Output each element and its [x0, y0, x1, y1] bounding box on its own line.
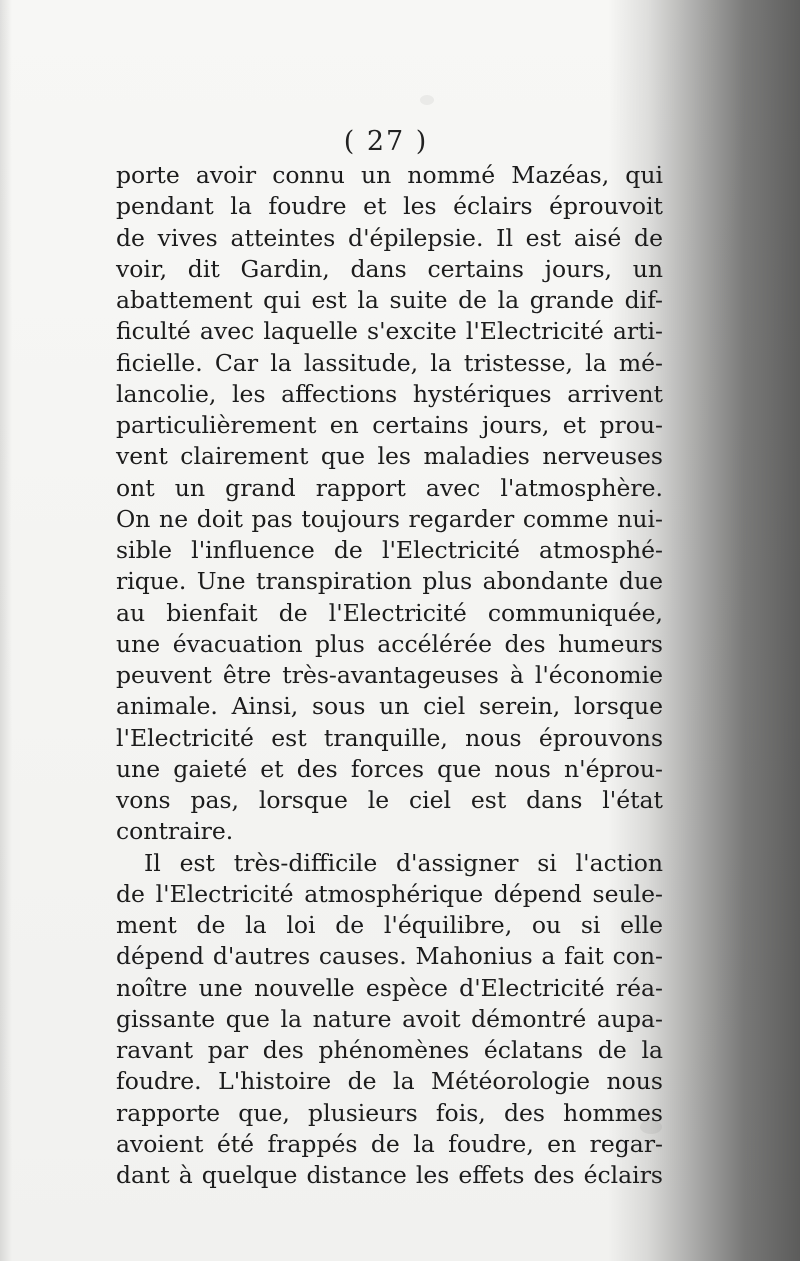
text-line: pendant la foudre et les éclairs éprouvoit: [116, 192, 663, 221]
text-line: contraire.: [116, 817, 234, 846]
text-line: de vives atteintes d'épilepsie. Il est aisé de: [116, 223, 663, 252]
text-line: l'Electricité est tranquille, nous éprouvons: [116, 723, 663, 752]
text-line: abattement qui est la suite de la grande dif-: [116, 286, 663, 314]
text-line: ont un grand rapport avec l'atmosphère.: [116, 473, 663, 502]
text-line: ficielle. Car la lassitude, la tristesse, la mé-: [116, 348, 663, 377]
text-line: rapporte que, plusieurs fois, des hommes: [116, 1098, 663, 1127]
text-line: animale. Ainsi, sous un ciel serein, lorsque: [116, 692, 663, 721]
text-line: ficulté avec laquelle s'excite l'Electricité arti-: [116, 317, 663, 346]
page-number: ( 27 ): [343, 126, 429, 157]
body-text: [116, 160, 663, 1191]
text-line: au bienfait de l'Electricité communiquée,: [116, 598, 663, 627]
text-line: Il est très-difficile d'assigner si l'action: [144, 848, 663, 877]
text-line: ment de la loi de l'équilibre, ou si elle: [116, 911, 663, 939]
text-line: On ne doit pas toujours regarder comme nui-: [116, 504, 663, 533]
text-line: voir, dit Gardin, dans certains jours, un: [116, 254, 663, 283]
text-line: lancolie, les affections hystériques arrivent: [116, 379, 663, 408]
text-line: foudre. L'histoire de la Météorologie nous: [116, 1067, 663, 1096]
text-line: porte avoir connu un nommé Mazéas, qui: [116, 161, 663, 189]
text-line: sible l'influence de l'Electricité atmosphé-: [116, 536, 663, 564]
text-line: gissante que la nature avoit démontré aupa-: [116, 1004, 663, 1033]
text-line: noître une nouvelle espèce d'Electricité réa-: [116, 973, 663, 1002]
text-line: dant à quelque distance les effets des éclairs: [116, 1161, 663, 1189]
text-line: particulièrement en certains jours, et prou-: [116, 411, 663, 439]
text-line: ravant par des phénomènes éclatans de la: [116, 1036, 663, 1064]
text-line: une évacuation plus accélérée des humeurs: [116, 629, 663, 658]
text-line: avoient été frappés de la foudre, en regar-: [116, 1129, 663, 1158]
text-line: dépend d'autres causes. Mahonius a fait con-: [116, 942, 663, 971]
text-line: vent clairement que les maladies nerveuses: [116, 442, 663, 471]
text-line: peuvent être très-avantageuses à l'économie: [116, 661, 663, 689]
text-line: une gaieté et des forces que nous n'éprou-: [116, 754, 663, 783]
page-left-edge-shadow: [0, 0, 12, 1261]
text-line: rique. Une transpiration plus abondante due: [116, 567, 663, 596]
text-line: vons pas, lorsque le ciel est dans l'état: [116, 786, 663, 814]
paper-stain: [420, 95, 434, 105]
text-line: de l'Electricité atmosphérique dépend seule-: [116, 879, 663, 908]
